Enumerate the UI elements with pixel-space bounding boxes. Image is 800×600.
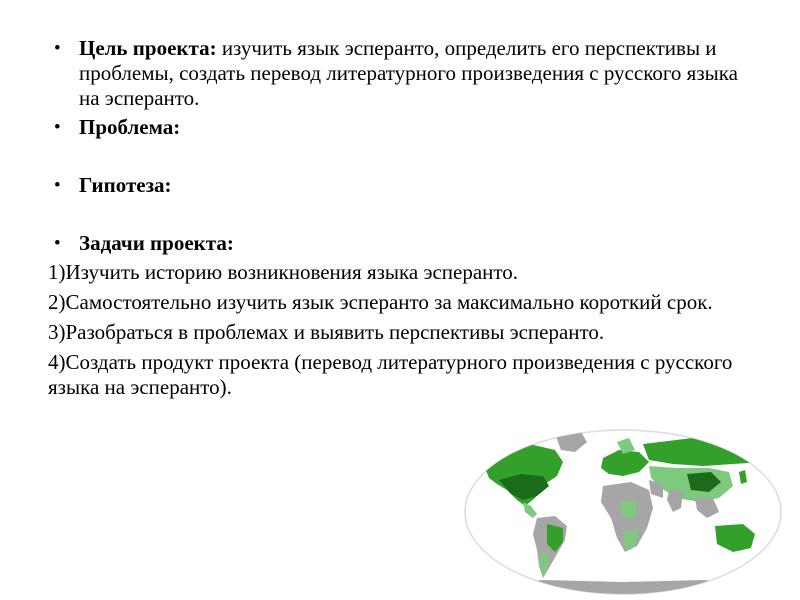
task-item: 1)Изучить историю возникновения языка эсперанто. [48, 260, 519, 284]
bullet-problem [52, 115, 752, 173]
bullet-dot: • [54, 117, 61, 138]
bullet-dot: • [54, 38, 61, 59]
bullet-dot: • [54, 233, 61, 254]
bullet-goal [52, 36, 752, 111]
task-item: 4)Создать продукт проекта (перевод литературного произведения с русского языка на эсперанто). [48, 350, 733, 399]
bullet-hypothesis [52, 173, 752, 231]
problem-term: Проблема: [79, 115, 181, 139]
goal-text: изучить язык эсперанто, определить его перспективы и проблемы, создать перевод литературного произведения с русского языка на эсперанто. [79, 36, 738, 110]
world-map-icon [463, 428, 783, 596]
tasks-term: Задачи проекта: [79, 231, 234, 255]
map-antarctica [483, 580, 763, 596]
task-item: 3)Разобраться в проблемах и выявить перспективы эсперанто. [48, 320, 605, 344]
bullet-tasks [52, 231, 752, 258]
bullet-dot: • [54, 175, 61, 196]
bullet-list [52, 36, 752, 258]
task-list [48, 260, 768, 405]
hypothesis-term: Гипотеза: [79, 173, 172, 197]
task-item: 2)Самостоятельно изучить язык эсперанто за максимально короткий срок. [48, 290, 713, 314]
goal-term: Цель проекта: [79, 36, 217, 60]
